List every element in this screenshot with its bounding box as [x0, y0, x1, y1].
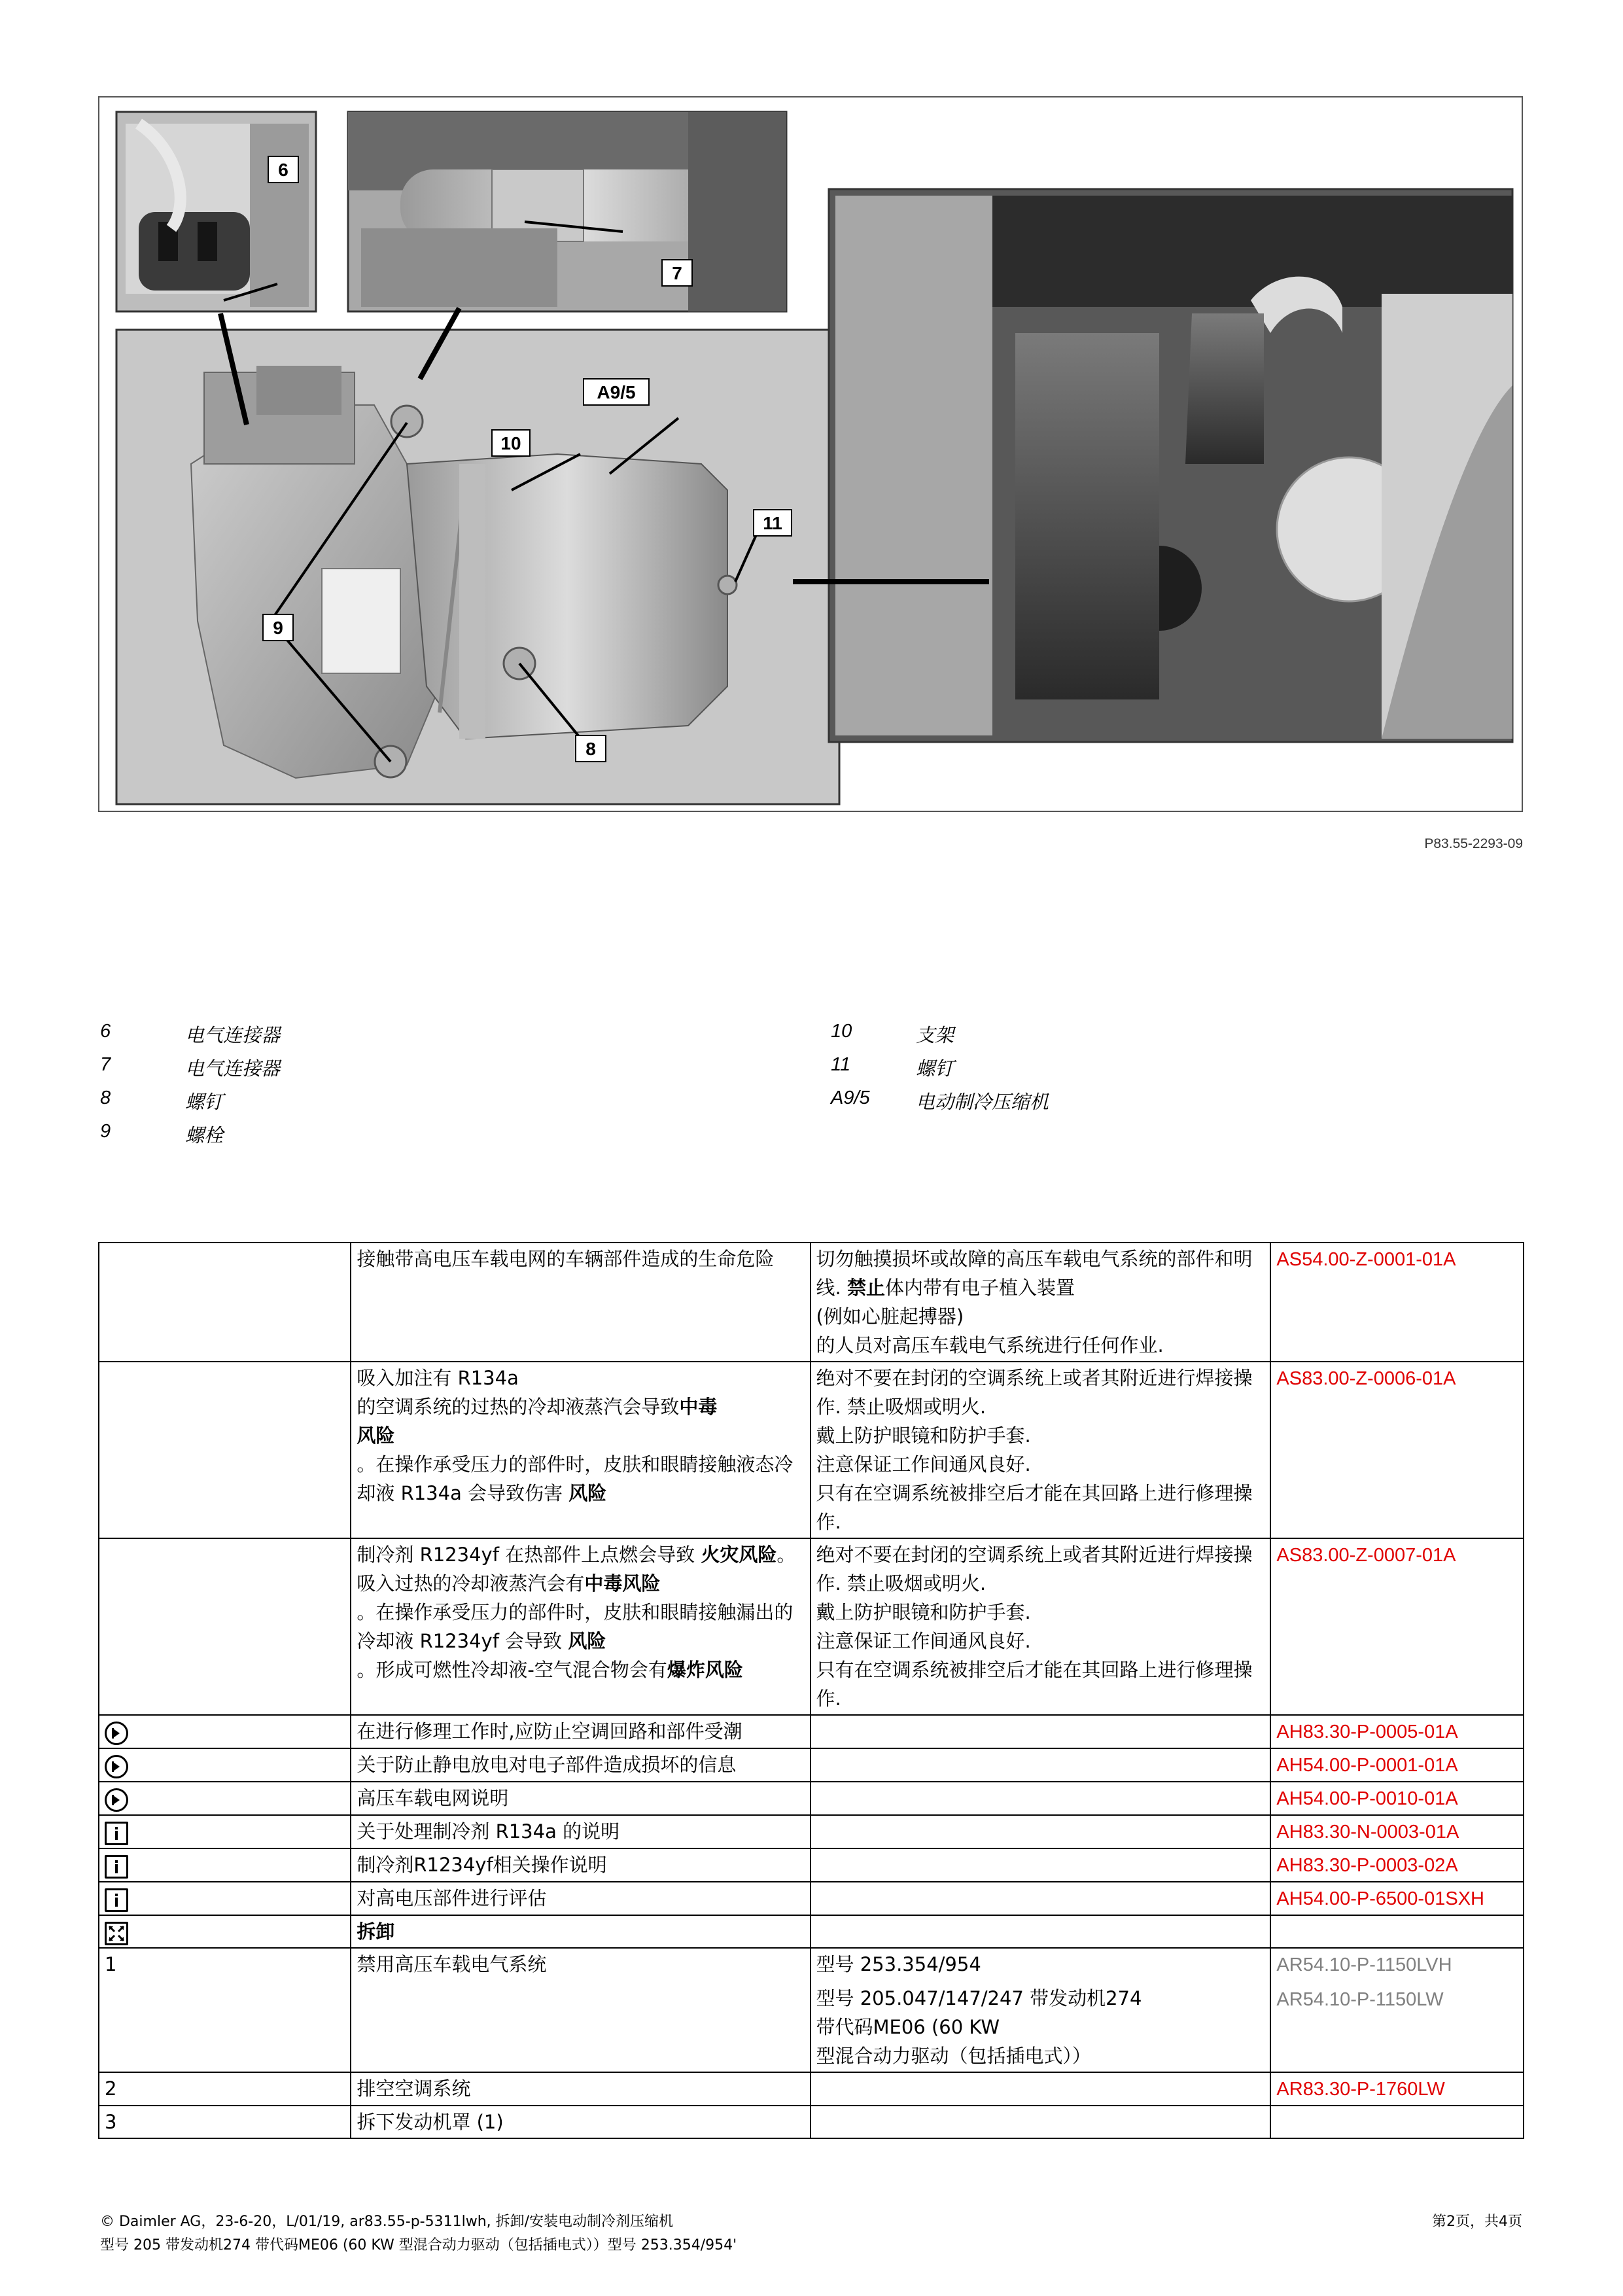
reference-cell: [1270, 1748, 1524, 1782]
hazard-text: 接触带高电压车载电网的车辆部件造成的生命危险: [357, 1248, 775, 1270]
table-row: [99, 1948, 1524, 2072]
step-text: 禁用高压车载电气系统: [357, 1953, 547, 1975]
legend-num: 7: [100, 1054, 111, 1075]
hazard-emphasis: 中毒风险: [584, 1572, 661, 1595]
table-row: [99, 1915, 1524, 1948]
reference-link[interactable]: AH54.00-P-0010-01A: [1276, 1788, 1458, 1809]
hazard-text: 制冷剂 R1234yf 在热部件上点燃会导致: [357, 1544, 695, 1566]
note-text: 制冷剂R1234yf相关操作说明: [357, 1854, 607, 1876]
page-number: 第2页，共4页: [1432, 2214, 1522, 2230]
legend-num: 6: [100, 1021, 111, 1042]
note-text: 关于防止静电放电对电子部件造成损坏的信息: [357, 1754, 737, 1776]
reference-link[interactable]: AR54.10-P-1150LVH: [1276, 1954, 1452, 1975]
hazard-text: 。在操作承受压力的部件时，皮肤和眼睛接触漏出的冷却液 R1234yf 会导致: [357, 1601, 794, 1652]
measure-emphasis: 禁止: [846, 1277, 885, 1299]
legend-item: [100, 1054, 754, 1087]
model-text: 型混合动力驱动（包括插电式））: [816, 2045, 1092, 2067]
measure-text: (例如心脏起搏器): [816, 1305, 964, 1328]
callout-8: 8: [585, 739, 596, 759]
row-marker: [99, 1538, 351, 1715]
measure-text: 绝对不要在封闭的空调系统上或者其附近进行焊接操作. 禁止吸烟或明火.: [816, 1367, 1253, 1418]
legend-left: [100, 1021, 754, 1154]
empty-cell: [811, 1848, 1271, 1882]
row-marker: [99, 1243, 351, 1362]
table-row: [99, 1715, 1524, 1748]
step-text-cell: [351, 2072, 810, 2106]
table-row: [99, 1538, 1524, 1715]
measure-text: 注意保证工作间通风良好.: [816, 1630, 1031, 1652]
empty-cell: [1270, 1915, 1524, 1948]
note-text-cell: [351, 1782, 810, 1815]
note-text: 高压车载电网说明: [357, 1787, 509, 1809]
model-text: 型号 253.354/954: [816, 1953, 981, 1975]
legend-text: 电动制冷压缩机: [916, 1091, 1049, 1113]
measure-cell: [811, 1362, 1271, 1538]
measure-text: 绝对不要在封闭的空调系统上或者其附近进行焊接操作. 禁止吸烟或明火.: [816, 1544, 1253, 1595]
empty-cell: [811, 2072, 1271, 2106]
reference-link[interactable]: AH83.30-P-0005-01A: [1276, 1722, 1458, 1742]
icon-cell: [99, 1782, 351, 1815]
hazard-emphasis: 中毒: [679, 1396, 718, 1418]
icon-cell: [99, 1715, 351, 1748]
reference-cell: [1270, 1948, 1524, 2072]
reference-cell: [1270, 1782, 1524, 1815]
step-text: 排空空调系统: [357, 2077, 471, 2100]
note-circle-icon: [105, 1722, 128, 1745]
reference-cell: [1270, 2072, 1524, 2106]
empty-cell: [811, 2106, 1271, 2138]
table-row: [99, 1782, 1524, 1815]
note-text: 对高电压部件进行评估: [357, 1887, 547, 1909]
note-text-cell: [351, 1748, 810, 1782]
hazard-emphasis: 风险: [568, 1482, 607, 1504]
procedure-table: [98, 1242, 1524, 2139]
measure-text: 只有在空调系统被排空后才能在其回路上进行修理操作.: [816, 1659, 1253, 1710]
legend-text: 螺栓: [185, 1124, 224, 1146]
inset-compressor-main: [116, 330, 839, 804]
measure-text: 戴上防护眼镜和防护手套.: [816, 1424, 1031, 1447]
legend-text: 螺钉: [185, 1091, 224, 1113]
callout-11: 11: [763, 513, 782, 533]
inset-engine-bay: [829, 189, 1512, 742]
figure-code: P83.55-2293-09: [1424, 836, 1523, 851]
reference-link[interactable]: AS83.00-Z-0006-01A: [1276, 1368, 1456, 1389]
legend-num: A9/5: [831, 1087, 870, 1108]
reference-cell: [1270, 1362, 1524, 1538]
reference-link[interactable]: AR83.30-P-1760LW: [1276, 2079, 1445, 2100]
step-text: 拆下发动机罩 (1): [357, 2111, 504, 2133]
callout-7: 7: [672, 263, 682, 283]
step-number: [99, 1948, 351, 2072]
empty-cell: [811, 1882, 1271, 1915]
step-text-cell: [351, 2106, 810, 2138]
reference-link[interactable]: AR54.10-P-1150LW: [1276, 1989, 1444, 2010]
reference-link[interactable]: AS54.00-Z-0001-01A: [1276, 1249, 1456, 1270]
step-num: 2: [105, 2077, 117, 2100]
measure-text: 戴上防护眼镜和防护手套.: [816, 1601, 1031, 1623]
empty-cell: [811, 1782, 1271, 1815]
info-square-icon: [105, 1855, 128, 1879]
legend-num: 9: [100, 1121, 111, 1142]
legend-text: 螺钉: [916, 1057, 954, 1080]
heading-cell: [351, 1915, 810, 1948]
legend-item: [831, 1021, 1485, 1054]
hazard-text: 。形成可燃性冷却液-空气混合物会有: [357, 1659, 667, 1681]
hazard-emphasis: 风险: [568, 1630, 606, 1652]
step-text-cell: [351, 1948, 810, 2072]
measure-text: 只有在空调系统被排空后才能在其回路上进行修理操作.: [816, 1482, 1253, 1533]
inset-connector-7: [348, 112, 786, 311]
legend-item: [100, 1121, 754, 1154]
table-row: [99, 1815, 1524, 1848]
note-circle-icon: [105, 1755, 128, 1778]
reference-cell: [1270, 1538, 1524, 1715]
empty-cell: [811, 1715, 1271, 1748]
table-row: [99, 2072, 1524, 2106]
legend-item: [831, 1087, 1485, 1121]
hazard-cell: [351, 1362, 810, 1538]
note-text: 在进行修理工作时,应防止空调回路和部件受潮: [357, 1720, 742, 1742]
step-num: 1: [105, 1953, 117, 1975]
model-cell: [811, 1948, 1271, 2072]
reference-link[interactable]: AH54.00-P-6500-01SXH: [1276, 1888, 1484, 1909]
legend-item: [100, 1087, 754, 1121]
info-square-icon: [105, 1822, 128, 1845]
hazard-text: 的空调系统的过热的冷却液蒸汽会导致: [357, 1396, 680, 1418]
hazard-cell: [351, 1538, 810, 1715]
page-footer: [100, 2210, 1526, 2257]
measure-cell: [811, 1538, 1271, 1715]
table-row: [99, 1243, 1524, 1362]
reference-cell: [1270, 1848, 1524, 1882]
removal-icon: [105, 1922, 128, 1945]
hazard-text: 吸入加注有 R134a: [357, 1367, 519, 1389]
note-circle-icon: [105, 1788, 128, 1812]
legend-item: [100, 1021, 754, 1054]
table-row: [99, 1362, 1524, 1538]
reference-cell: [1270, 1815, 1524, 1848]
measure-text: 体内带有电子植入装置: [884, 1277, 1075, 1299]
footer-line-2: 型号 205 带发动机274 带代码ME06 (60 KW 型混合动力驱动（包括插电式））型号 253.354/954': [100, 2237, 737, 2253]
icon-cell: [99, 1848, 351, 1882]
table-row: [99, 1748, 1524, 1782]
icon-cell: [99, 1882, 351, 1915]
table-row: [99, 2106, 1524, 2138]
icon-cell: [99, 1748, 351, 1782]
info-square-icon: [105, 1888, 128, 1912]
reference-link[interactable]: AH83.30-P-0003-02A: [1276, 1855, 1458, 1876]
callout-6: 6: [278, 160, 288, 180]
measure-text: 的人员对高压车载电气系统进行任何作业.: [816, 1334, 1164, 1356]
note-text: 关于处理制冷剂 R134a 的说明: [357, 1820, 620, 1843]
model-text: 型号 205.047/147/247 带发动机274: [816, 1987, 1142, 2009]
icon-cell: [99, 1815, 351, 1848]
hazard-text: 。吸入过热的冷却液蒸汽会有: [357, 1544, 796, 1595]
hazard-text: 。在操作承受压力的部件时，皮肤和眼睛接触液态冷却液 R134a 会导致伤害: [357, 1453, 794, 1504]
reference-link[interactable]: AH83.30-N-0003-01A: [1276, 1822, 1459, 1843]
figure-frame: [98, 96, 1523, 812]
row-marker: [99, 1362, 351, 1538]
legend-item: [831, 1054, 1485, 1087]
icon-cell: [99, 1915, 351, 1948]
callout-9: 9: [273, 618, 283, 638]
reference-link[interactable]: AS83.00-Z-0007-01A: [1276, 1545, 1456, 1566]
empty-cell: [811, 1748, 1271, 1782]
legend-right: [831, 1021, 1485, 1121]
inset-connector-6: [116, 112, 316, 311]
empty-cell: [1270, 2106, 1524, 2138]
measure-cell: [811, 1243, 1271, 1362]
reference-cell: [1270, 1715, 1524, 1748]
reference-cell: [1270, 1243, 1524, 1362]
legend-num: 10: [831, 1021, 852, 1042]
hazard-cell: [351, 1243, 810, 1362]
note-text-cell: [351, 1715, 810, 1748]
model-text: 带代码ME06 (60 KW: [816, 2016, 1000, 2038]
reference-link[interactable]: AH54.00-P-0001-01A: [1276, 1755, 1458, 1776]
table-row: [99, 1848, 1524, 1882]
compressor-photo-illustration: [99, 97, 1522, 811]
hazard-emphasis: 火灾风险: [701, 1544, 777, 1566]
legend-num: 8: [100, 1087, 111, 1108]
removal-heading: 拆卸: [357, 1920, 395, 1943]
legend-text: 支架: [916, 1024, 954, 1046]
note-text-cell: [351, 1882, 810, 1915]
empty-cell: [811, 1815, 1271, 1848]
note-text-cell: [351, 1848, 810, 1882]
step-num: 3: [105, 2111, 117, 2133]
hazard-emphasis: 爆炸风险: [667, 1659, 743, 1681]
legend-text: 电气连接器: [185, 1057, 281, 1080]
legend-num: 11: [831, 1054, 851, 1075]
empty-cell: [811, 1915, 1271, 1948]
step-number: [99, 2072, 351, 2106]
note-text-cell: [351, 1815, 810, 1848]
footer-line-1: © Daimler AG，23-6-20，L/01/19, ar83.55-p-5311lwh, 拆卸/安装电动制冷剂压缩机: [100, 2214, 674, 2230]
legend-text: 电气连接器: [185, 1024, 281, 1046]
measure-text: 注意保证工作间通风良好.: [816, 1453, 1031, 1475]
callout-10: 10: [500, 433, 521, 453]
hazard-emphasis: 风险: [357, 1424, 395, 1447]
callout-a95: A9/5: [597, 382, 636, 402]
step-number: [99, 2106, 351, 2138]
table-row: [99, 1882, 1524, 1915]
measure-text: 切勿触摸损坏或故障的高压车载电气系统的部件和明线.: [816, 1248, 1253, 1299]
reference-cell: [1270, 1882, 1524, 1915]
